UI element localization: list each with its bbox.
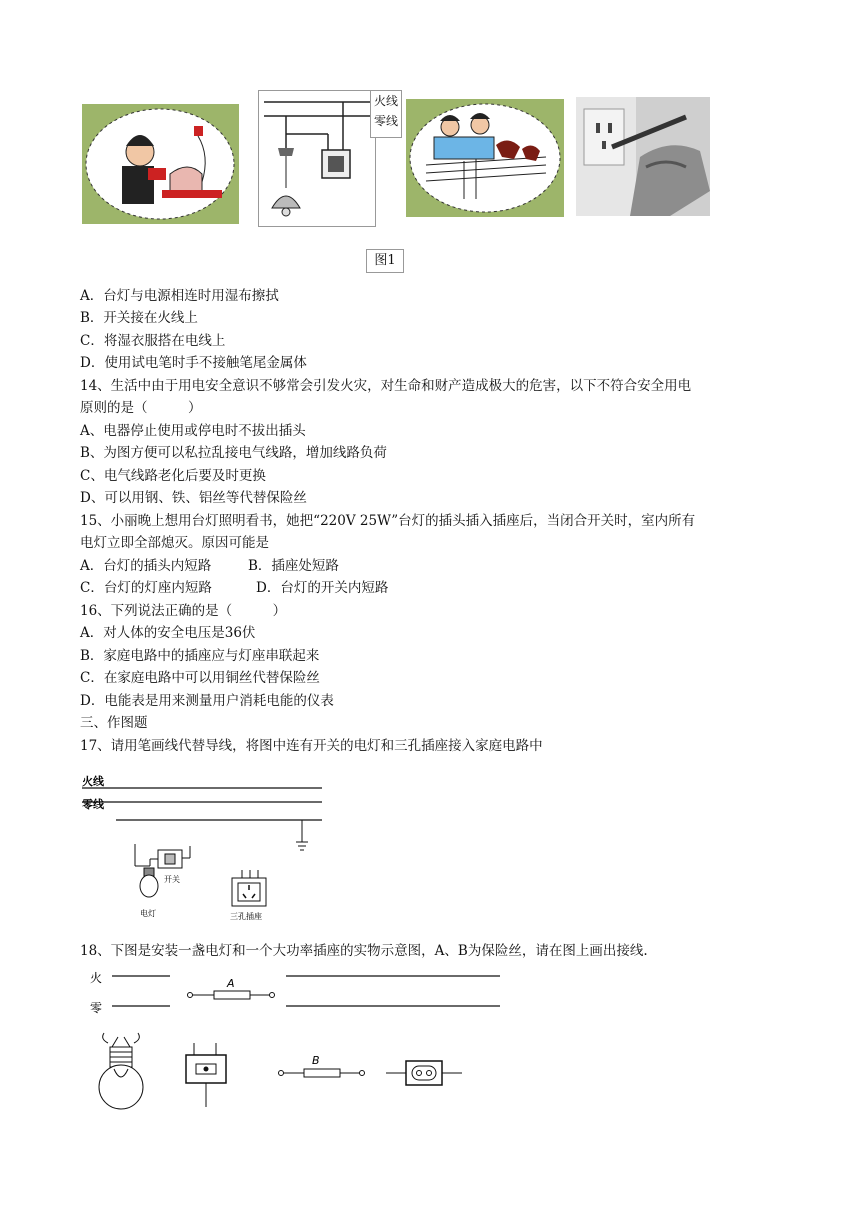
- q13-option-a: A．台灯与电源相连时用湿布擦拭: [80, 288, 279, 304]
- q15-option-c: C．台灯的灯座内短路: [80, 580, 212, 596]
- q16-option-b: B．家庭电路中的插座应与灯座串联起来: [80, 648, 320, 664]
- q15-option-d: D．台灯的开关内短路: [256, 580, 389, 596]
- q17-stem: 17、请用笔画线代替导线，将图中连有开关的电灯和三孔插座接入家庭电路中: [80, 738, 543, 754]
- q15-stem-line1: 15、小丽晚上想用台灯照明看书，她把“220V 25W”台灯的插头插入插座后，当闭合开关时，室内所有: [80, 513, 696, 529]
- figure1-caption: 图1: [366, 249, 404, 273]
- q18-neutral-label: 零: [90, 1001, 103, 1015]
- q18-live-label: 火: [90, 971, 103, 985]
- q18-stem: 18、下图是安装一盏电灯和一个大功率插座的实物示意图，A、B为保险丝，请在图上画出接线.: [80, 943, 648, 959]
- q17-live-label: 火线: [82, 775, 104, 788]
- q14-option-d: D、可以用钢、铁、铝丝等代替保险丝: [80, 490, 307, 506]
- q13-option-c: C．将湿衣服搭在电线上: [80, 333, 226, 349]
- q16-option-d: D．电能表是用来测量用户消耗电能的仪表: [80, 693, 334, 709]
- q17-lamp-label: 电灯: [140, 909, 156, 918]
- neutral-wire-label: 零线: [373, 114, 398, 128]
- figure1-image4-test-pen: [576, 97, 710, 216]
- q14-stem-line1: 14、生活中由于用电安全意识不够常会引发火灾，对生命和财产造成极大的危害，以下不符合安全用电: [80, 378, 692, 394]
- figure1-image3-clothes-on-wire: [406, 99, 564, 217]
- q17-neutral-label: 零线: [82, 798, 104, 811]
- figure1-image1-lamp-wet-cloth: [82, 104, 239, 224]
- q15-stem-line2: 电灯立即全部熄灭。原因可能是: [80, 535, 269, 551]
- q16-option-a: A．对人体的安全电压是36伏: [80, 625, 256, 641]
- q17-circuit-diagram: [80, 770, 340, 925]
- q18-fuse-b-label: B: [312, 1054, 320, 1067]
- live-wire-label: 火线: [373, 94, 398, 108]
- q14-stem-line2: 原则的是（ ）: [80, 400, 202, 416]
- q14-option-c: C、电气线路老化后要及时更换: [80, 468, 266, 484]
- q15-option-b: B．插座处短路: [248, 558, 339, 574]
- figure1-wire-labels: [370, 90, 402, 138]
- section3-title: 三、作图题: [80, 715, 148, 731]
- q15-option-a: A．台灯的插头内短路: [80, 558, 212, 574]
- q18-fuse-a-label: A: [227, 977, 235, 990]
- q14-option-a: A、电器停止使用或停电时不拔出插头: [80, 423, 306, 439]
- q17-switch-label: 开关: [164, 875, 180, 884]
- q14-option-b: B、为图方便可以私拉乱接电气线路，增加线路负荷: [80, 445, 387, 461]
- figure1-image2-switch-circuit: [258, 90, 376, 227]
- q18-wiring-diagram: [90, 965, 510, 1115]
- q13-option-d: D．使用试电笔时手不接触笔尾金属体: [80, 355, 307, 371]
- q16-stem: 16、下列说法正确的是（ ）: [80, 603, 287, 619]
- q17-socket-label: 三孔插座: [230, 912, 262, 921]
- q16-option-c: C．在家庭电路中可以用铜丝代替保险丝: [80, 670, 320, 686]
- q13-option-b: B．开关接在火线上: [80, 310, 198, 326]
